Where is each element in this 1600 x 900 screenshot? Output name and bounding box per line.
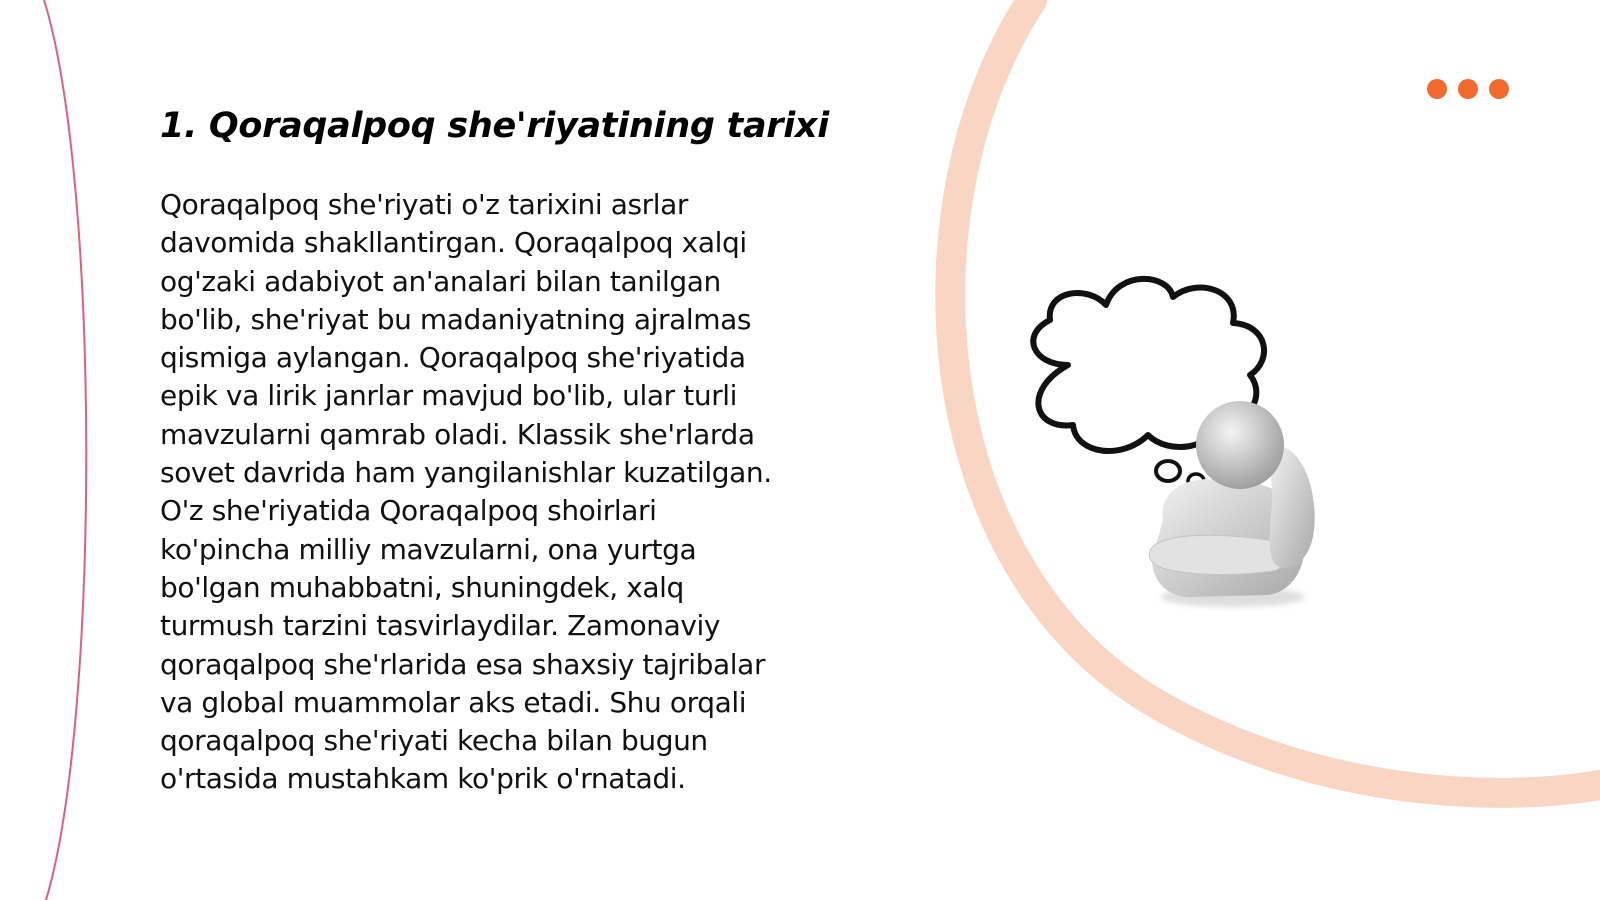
left-curve-line [44,0,86,900]
decorative-dots [1427,79,1509,99]
thinking-person-illustration [1028,275,1358,615]
slide-title: 1. Qoraqalpoq she'riyatining tarixi [160,106,829,146]
slide-body-text: Qoraqalpoq she'riyati o'z tarixini asrlar davomida shakllantirgan. Qoraqalpoq xalqi og'zaki adabiyot an'analari bilan tanilgan bo'lib, she'riyat bu madaniyatning ajralmas qismiga aylangan. Qoraqalpoq she'riyatida epik va lirik janrlar mavjud bo'lib, ular turli mavzularni qamrab oladi. Klassik she'rlarda sovet davrida ham yangilanishlar kuzatilgan. O'z she'riyatida Qoraqalpoq shoirlari ko'pincha milliy mavzularni, ona yurtga bo'lgan muhabbatni, shuningdek, xalq turmush tarzini tasvirlaydilar. Zamonaviy qoraqalpoq she'rlarida esa shaxsiy tajribalar va global muammolar aks etadi. Shu orqali qoraqalpoq she'riyati kecha bilan bugun o'rtasida mustahkam ko'prik o'rnatadi. [160,188,772,796]
dot-icon [1489,79,1509,99]
dot-icon [1458,79,1478,99]
dot-icon [1427,79,1447,99]
